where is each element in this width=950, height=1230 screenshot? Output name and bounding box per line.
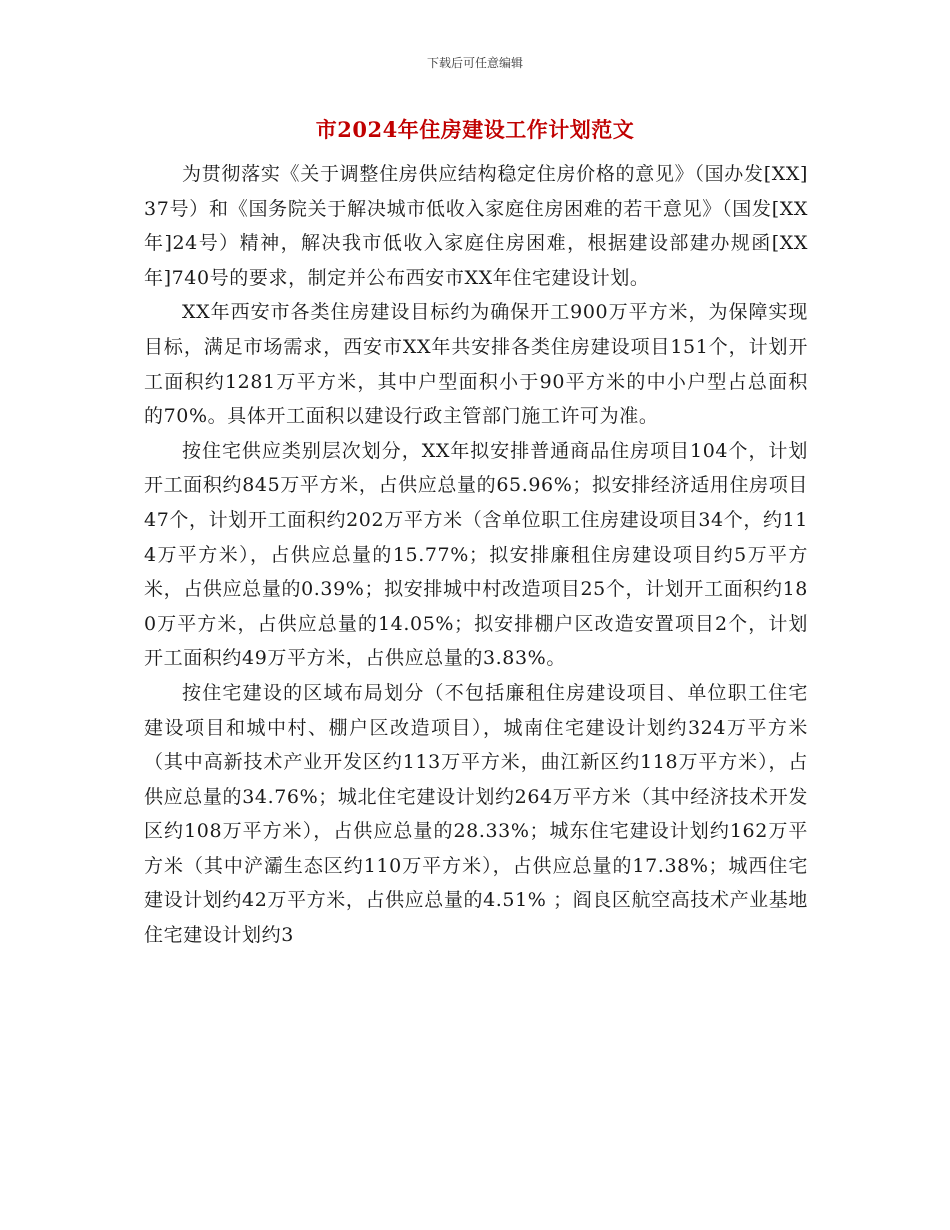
paragraph-2: XX年西安市各类住房建设目标约为确保开工900万平方米，为保障实现目标，满足市场需求，西安市XX年共安排各类住房建设项目151个，计划开工面积约1281万平方米，其中户型面积小于90平方米的中小户型占总面积的70%。具体开工面积以建设行政主管部门施工许可为准。 [144, 301, 808, 428]
header-note: 下载后可任意编辑 [426, 56, 523, 70]
paragraph-1: 为贯彻落实《关于调整住房供应结构稳定住房价格的意见》（国办发[XX]37号）和《国务院关于解决城市低收入家庭住房困难的若干意见》（国发[XX年]24号）精神，解决我市低收入家庭住房困难，根据建设部建办规函[XX年]740号的要求，制定并公布西安市XX年住宅建设计划。 [144, 163, 808, 289]
paragraph-4: 按住宅建设的区域布局划分（不包括廉租住房建设项目、单位职工住宅建设项目和城中村、棚户区改造项目），城南住宅建设计划约324万平方米（其中高新技术产业开发区约113万平方米，曲江新区约118万平方米），占供应总量的34.76%；城北住宅建设计划约264万平方米（其中经济技术开发区约108万平方米），占供应总量的28.33%；城东住宅建设计划约162万平方米（其中浐灞生态区约110万平方米），占供应总量的17.38%；城西住宅建设计划约42万平方米，占供应总量的4.51% ；阎良区航空高技术产业基地住宅建设计划约3 [144, 681, 808, 947]
document-body [144, 157, 808, 953]
paragraph-3: 按住宅供应类别层次划分，XX年拟安排普通商品住房项目104个，计划开工面积约845万平方米，占供应总量的65.96%；拟安排经济适用住房项目47个，计划开工面积约202万平方米（含单位职工住房建设项目34个，约114万平方米），占供应总量的15.77%；拟安排廉租住房建设项目约5万平方米，占供应总量的0.39%；拟安排城中村改造项目25个，计划开工面积约180万平方米，占供应总量的14.05%；拟安排棚户区改造安置项目2个，计划开工面积约49万平方米，占供应总量的3.83%。 [144, 439, 808, 670]
document-title: 市2024年住房建设工作计划范文 [315, 117, 635, 142]
